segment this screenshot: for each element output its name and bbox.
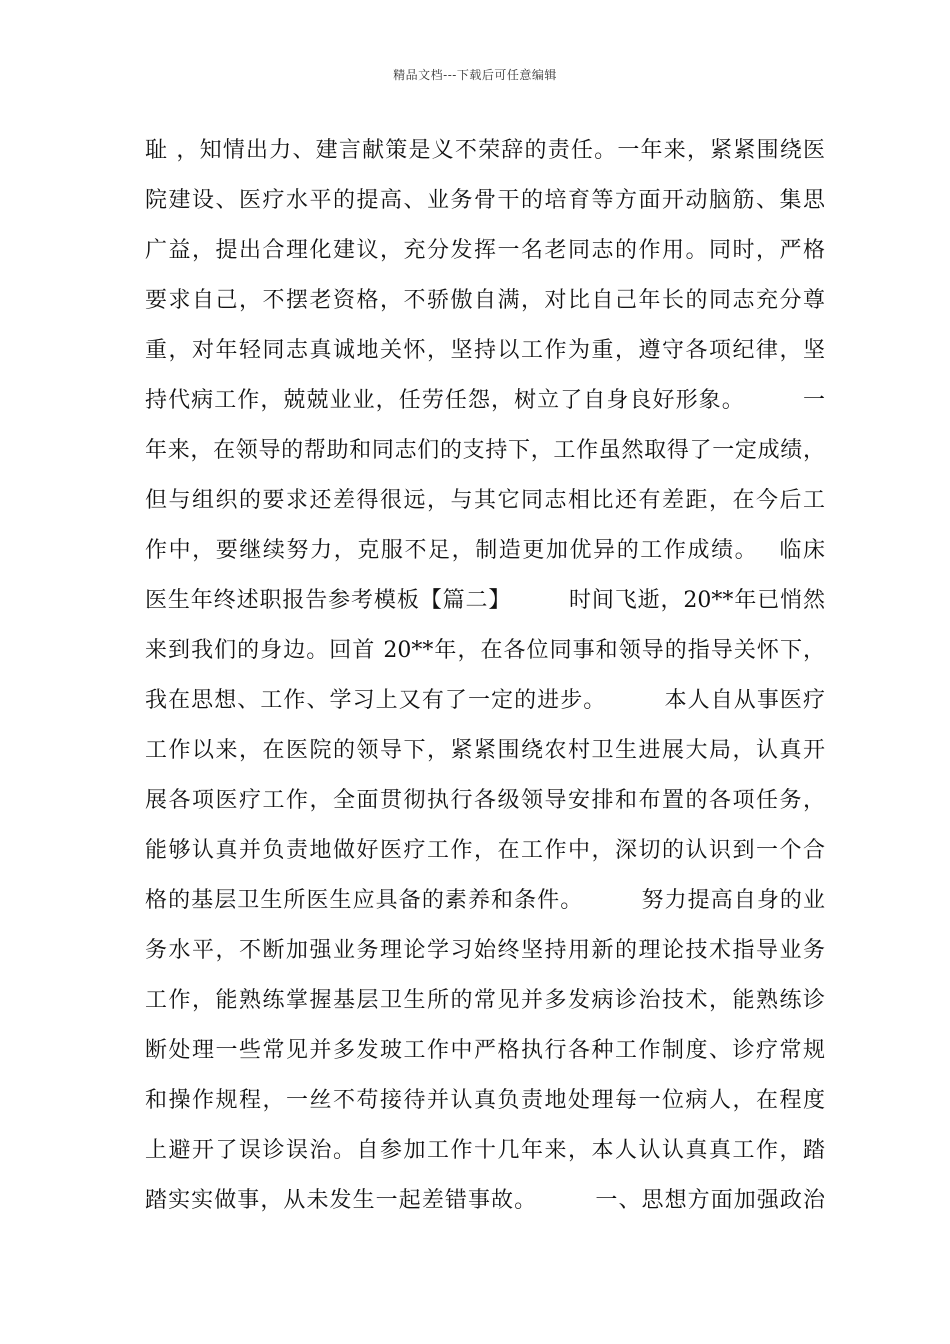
text-line: 上避开了误诊误治。自参加工作十几年来，本人认认真真工作，踏 — [145, 1138, 825, 1163]
text-line: 持代病工作，兢兢业业，任劳任怨，树立了自身良好形象。 一 — [145, 388, 825, 413]
text-line: 工作，能熟练掌握基层卫生所的常见并多发病诊治技术，能熟练诊 — [145, 988, 825, 1013]
text-line: 断处理一些常见并多发玻工作中严格执行各种工作制度、诊疗常规 — [145, 1038, 825, 1063]
text-line: 耻 ，知情出力、建言献策是义不荣辞的责任。一年来，紧紧围绕医 — [145, 138, 825, 163]
text-line: 格的基层卫生所医生应具备的素养和条件。 努力提高自身的业 — [145, 888, 825, 913]
text-line: 要求自己，不摆老资格，不骄傲自满，对比自己年长的同志充分尊 — [145, 288, 825, 313]
text-line: 来到我们的身边。回首 20**年，在各位同事和领导的指导关怀下， — [145, 638, 825, 663]
text-line: 展各项医疗工作，全面贯彻执行各级领导安排和布置的各项任务， — [145, 788, 825, 813]
text-line: 工作以来，在医院的领导下，紧紧围绕农村卫生进展大局，认真开 — [145, 738, 825, 763]
text-line: 重，对年轻同志真诚地关怀，坚持以工作为重，遵守各项纪律，坚 — [145, 338, 825, 363]
text-line: 务水平，不断加强业务理论学习始终坚持用新的理论技术指导业务 — [145, 938, 825, 963]
text-line: 踏实实做事，从未发生一起差错事故。 一、思想方面加强政治 — [145, 1188, 825, 1213]
document-body — [145, 126, 825, 1226]
text-line: 能够认真并负责地做好医疗工作，在工作中，深切的认识到一个合 — [145, 838, 825, 863]
text-line: 医生年终述职报告参考模板【篇二】 时间飞逝，20**年已悄然 — [145, 588, 825, 613]
text-line: 但与组织的要求还差得很远，与其它同志相比还有差距，在今后工 — [145, 488, 825, 513]
text-line: 广益，提出合理化建议，充分发挥一名老同志的作用。同时，严格 — [145, 238, 825, 263]
text-line: 年来，在领导的帮助和同志们的支持下，工作虽然取得了一定成绩， — [145, 438, 825, 463]
text-line: 院建设、医疗水平的提高、业务骨干的培育等方面开动脑筋、集思 — [145, 188, 825, 213]
page-header: 精品文档---下载后可任意编辑 — [393, 68, 557, 82]
text-line: 和操作规程，一丝不苟接待并认真负责地处理每一位病人，在程度 — [145, 1088, 825, 1113]
text-line: 作中，要继续努力，克服不足，制造更加优异的工作成绩。 临床 — [145, 538, 825, 563]
text-line: 我在思想、工作、学习上又有了一定的进步。 本人自从事医疗 — [145, 688, 825, 713]
